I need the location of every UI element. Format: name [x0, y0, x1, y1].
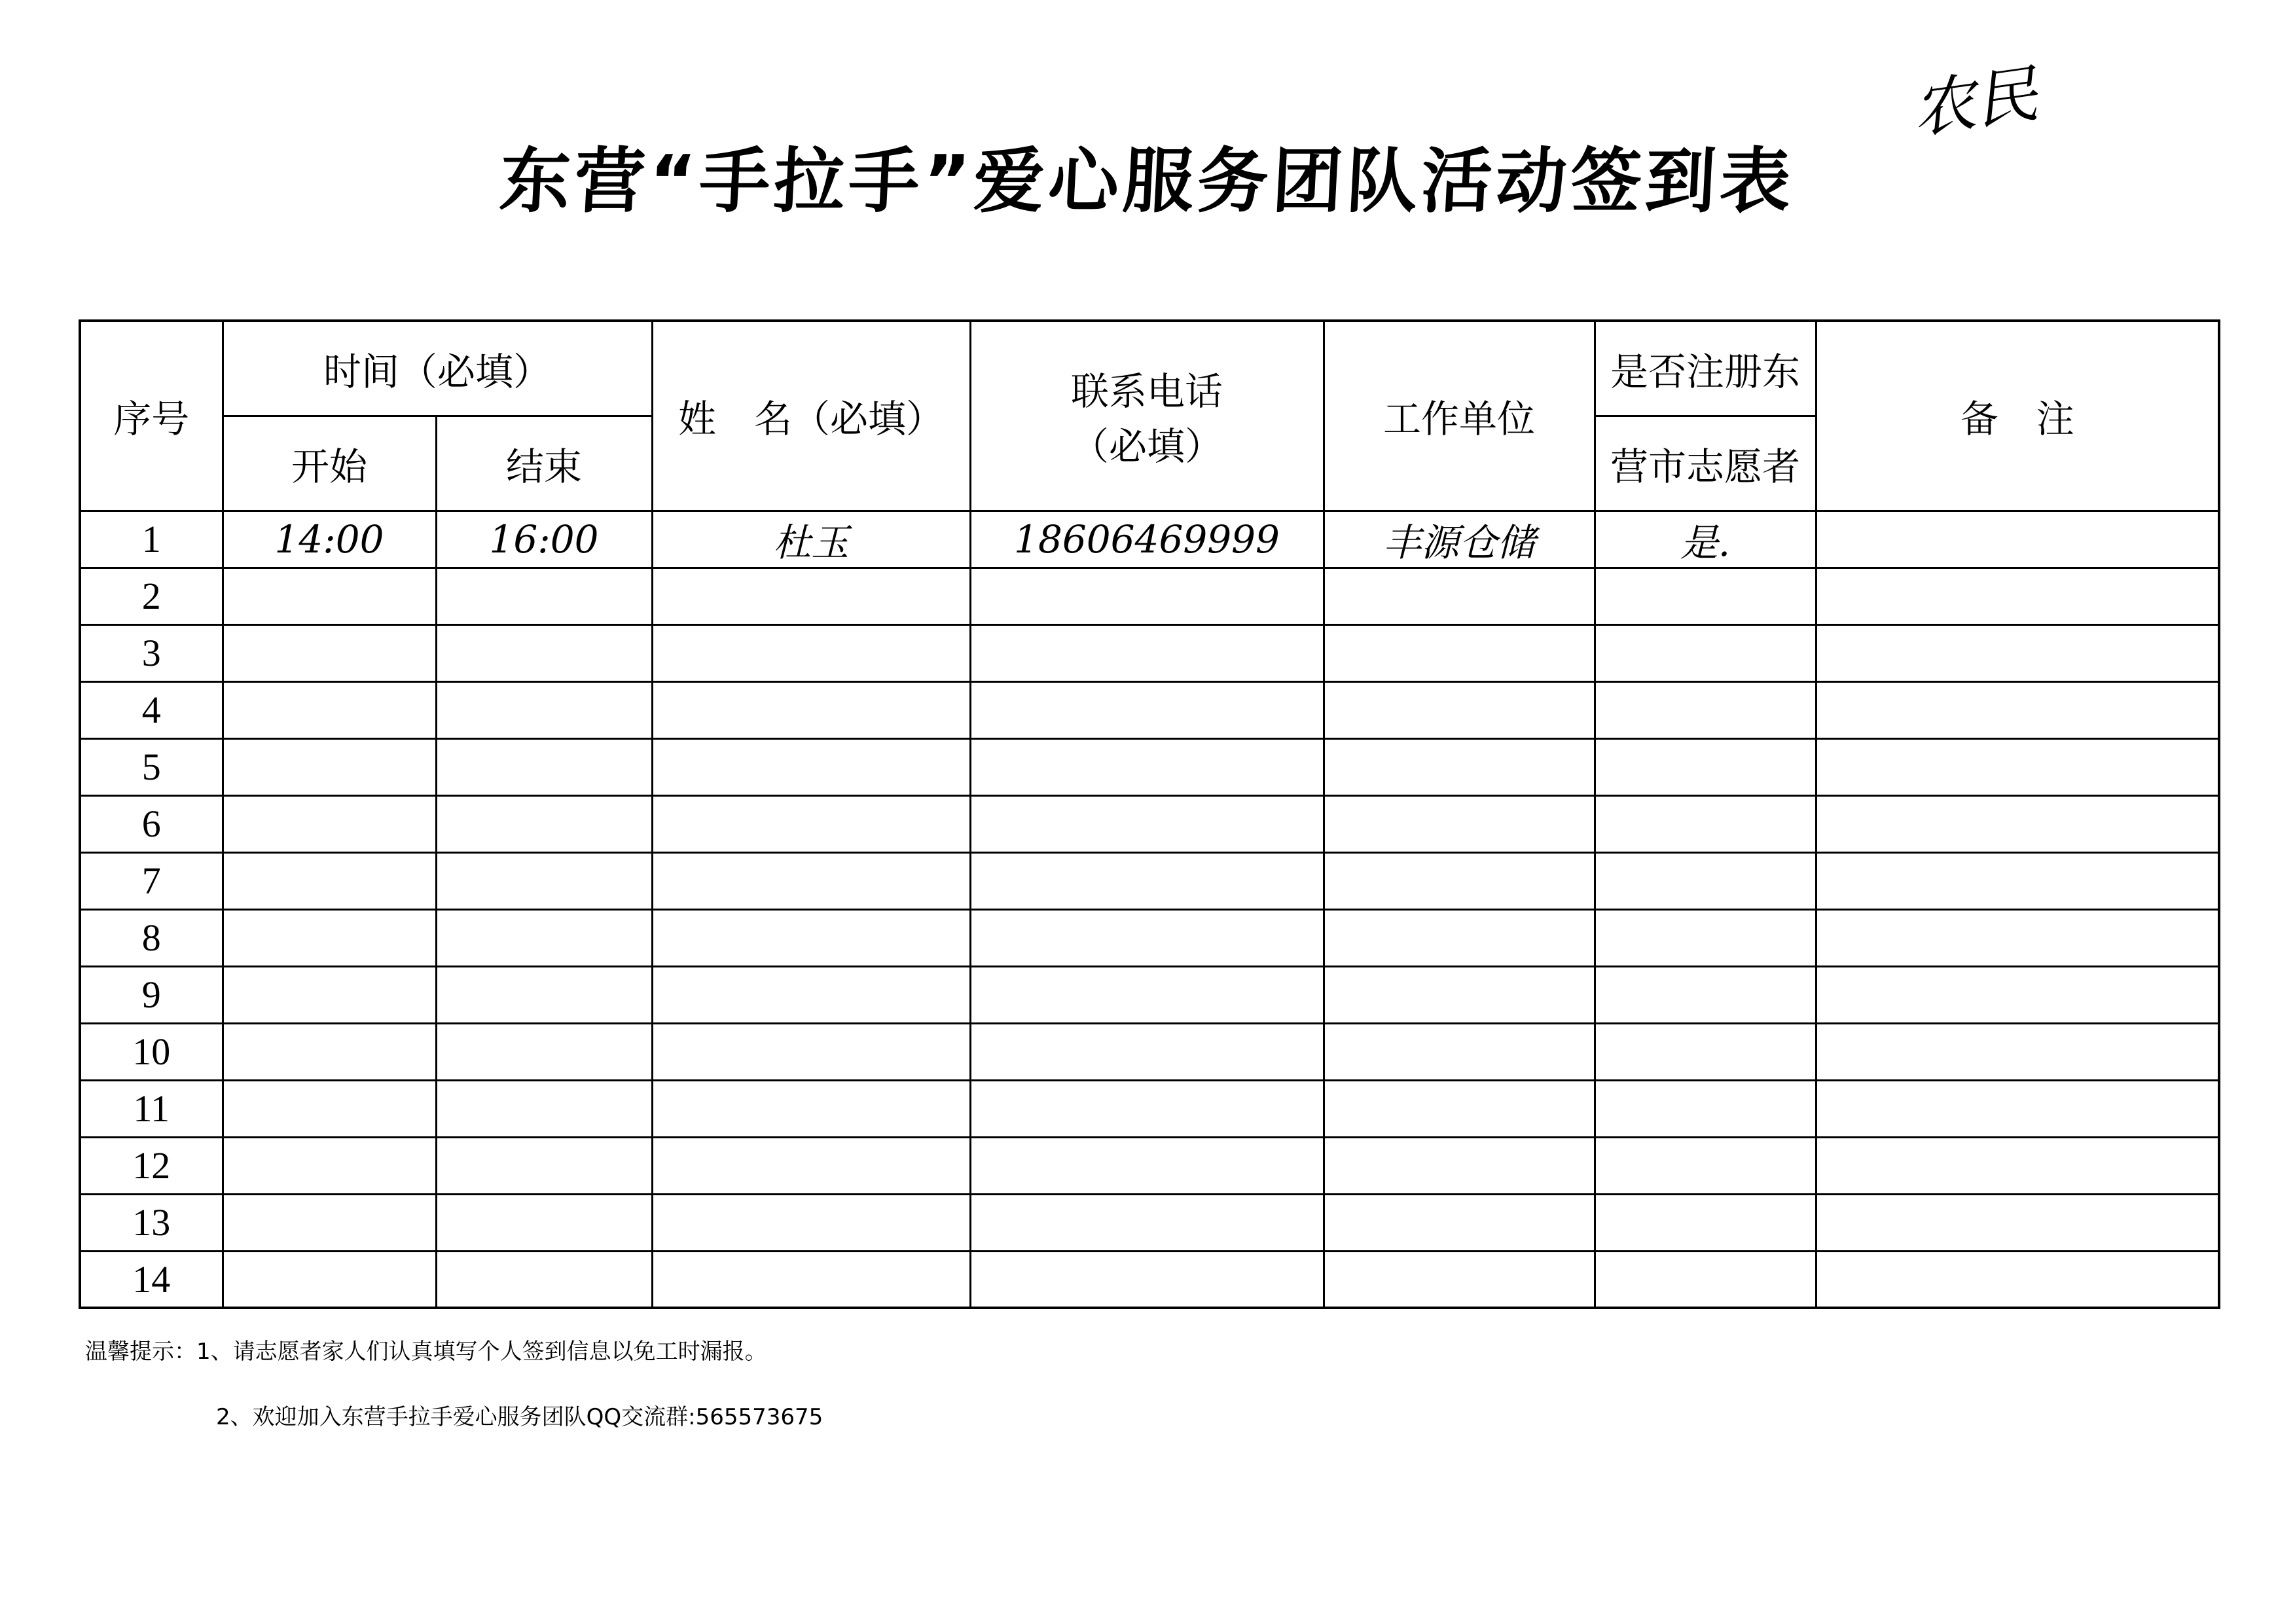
cell-end[interactable] [436, 681, 652, 738]
header-name: 姓 名（必填） [652, 321, 970, 511]
page-title: 东营“手拉手”爱心服务团队活动签到表 [497, 141, 1797, 223]
cell-seq[interactable]: 13 [80, 1194, 223, 1251]
note-item-2: 2、欢迎加入东营手拉手爱心服务团队QQ交流群:565573675 [216, 1404, 823, 1430]
cell-remark[interactable] [1816, 681, 2219, 738]
handwritten-corner-note: 农民 [1907, 57, 2042, 147]
cell-name[interactable] [652, 681, 970, 738]
cell-end[interactable] [436, 852, 652, 909]
cell-unit[interactable]: 丰源仓储 [1324, 511, 1595, 568]
cell-name[interactable] [652, 1080, 970, 1137]
cell-name[interactable]: 杜玉 [652, 511, 970, 568]
cell-phone[interactable] [970, 1251, 1324, 1308]
header-registered-line1: 是否注册东 [1595, 321, 1816, 416]
cell-name[interactable] [652, 852, 970, 909]
cell-end[interactable] [436, 738, 652, 795]
table-row [80, 511, 2219, 568]
cell-start[interactable] [223, 738, 436, 795]
table-row [80, 1251, 2219, 1308]
cell-unit[interactable] [1324, 1251, 1595, 1308]
cell-phone[interactable]: 18606469999 [970, 511, 1324, 568]
cell-unit[interactable] [1324, 1137, 1595, 1194]
header-phone-line2: （必填） [1071, 424, 1223, 469]
cell-remark[interactable] [1816, 1194, 2219, 1251]
cell-seq[interactable]: 14 [80, 1251, 223, 1308]
cell-name[interactable] [652, 1137, 970, 1194]
cell-unit[interactable] [1324, 852, 1595, 909]
cell-end[interactable] [436, 1080, 652, 1137]
cell-end[interactable] [436, 568, 652, 624]
cell-registered[interactable] [1595, 1080, 1816, 1137]
cell-registered[interactable] [1595, 795, 1816, 852]
sign-in-table [79, 319, 2220, 1309]
table-row [80, 1023, 2219, 1080]
cell-name[interactable] [652, 795, 970, 852]
cell-end[interactable] [436, 966, 652, 1023]
cell-name[interactable] [652, 568, 970, 624]
cell-start[interactable] [223, 568, 436, 624]
cell-unit[interactable] [1324, 795, 1595, 852]
cell-name[interactable] [652, 1023, 970, 1080]
cell-unit[interactable] [1324, 681, 1595, 738]
cell-registered[interactable] [1595, 1251, 1816, 1308]
table-row [80, 852, 2219, 909]
table-row [80, 1137, 2219, 1194]
notes-label: 温馨提示： [85, 1339, 196, 1365]
header-time: 时间（必填） [223, 321, 652, 416]
table-row [80, 681, 2219, 738]
cell-start[interactable] [223, 966, 436, 1023]
cell-unit[interactable] [1324, 1194, 1595, 1251]
cell-remark[interactable] [1816, 568, 2219, 624]
header-phone [970, 321, 1324, 511]
cell-unit[interactable] [1324, 966, 1595, 1023]
cell-remark[interactable] [1816, 738, 2219, 795]
cell-start[interactable] [223, 1251, 436, 1308]
cell-name[interactable] [652, 738, 970, 795]
cell-remark[interactable] [1816, 1080, 2219, 1137]
table-row [80, 738, 2219, 795]
cell-end[interactable] [436, 1251, 652, 1308]
cell-unit[interactable] [1324, 738, 1595, 795]
cell-registered[interactable] [1595, 1194, 1816, 1251]
cell-seq[interactable]: 6 [80, 795, 223, 852]
cell-start[interactable] [223, 1137, 436, 1194]
cell-phone[interactable] [970, 852, 1324, 909]
cell-seq[interactable]: 1 [80, 511, 223, 568]
cell-remark[interactable] [1816, 909, 2219, 966]
cell-remark[interactable] [1816, 795, 2219, 852]
cell-start[interactable] [223, 1194, 436, 1251]
cell-seq[interactable]: 9 [80, 966, 223, 1023]
cell-phone[interactable] [970, 681, 1324, 738]
cell-end[interactable] [436, 1023, 652, 1080]
cell-registered[interactable] [1595, 909, 1816, 966]
cell-phone[interactable] [970, 1080, 1324, 1137]
cell-seq[interactable]: 8 [80, 909, 223, 966]
note-item-1: 1、请志愿者家人们认真填写个人签到信息以免工时漏报。 [196, 1339, 767, 1365]
cell-phone[interactable] [970, 966, 1324, 1023]
cell-seq[interactable]: 10 [80, 1023, 223, 1080]
cell-remark[interactable] [1816, 1251, 2219, 1308]
cell-remark[interactable] [1816, 852, 2219, 909]
cell-end[interactable] [436, 1194, 652, 1251]
cell-registered[interactable] [1595, 1137, 1816, 1194]
cell-phone[interactable] [970, 738, 1324, 795]
cell-unit[interactable] [1324, 1080, 1595, 1137]
cell-name[interactable] [652, 624, 970, 681]
cell-registered[interactable] [1595, 738, 1816, 795]
cell-seq[interactable]: 2 [80, 568, 223, 624]
notes [85, 1335, 823, 1434]
cell-registered[interactable] [1595, 568, 1816, 624]
table-row [80, 909, 2219, 966]
table-row [80, 795, 2219, 852]
header-seq: 序号 [80, 321, 223, 511]
cell-start[interactable] [223, 1080, 436, 1137]
cell-remark[interactable] [1816, 624, 2219, 681]
cell-start[interactable] [223, 681, 436, 738]
table-row [80, 1194, 2219, 1251]
cell-registered[interactable] [1595, 624, 1816, 681]
cell-end[interactable] [436, 795, 652, 852]
cell-registered[interactable] [1595, 852, 1816, 909]
cell-unit[interactable] [1324, 1023, 1595, 1080]
cell-seq[interactable]: 4 [80, 681, 223, 738]
cell-start[interactable]: 14:00 [223, 511, 436, 568]
cell-name[interactable] [652, 909, 970, 966]
cell-registered[interactable] [1595, 1023, 1816, 1080]
header-phone-line1: 联系电话 [1071, 369, 1223, 414]
cell-unit[interactable] [1324, 624, 1595, 681]
cell-start[interactable] [223, 1023, 436, 1080]
cell-name[interactable] [652, 1194, 970, 1251]
table-row [80, 568, 2219, 624]
header-start: 开始 [223, 416, 436, 511]
cell-name[interactable] [652, 966, 970, 1023]
cell-registered[interactable]: 是. [1595, 511, 1816, 568]
cell-remark[interactable] [1816, 1137, 2219, 1194]
cell-phone[interactable] [970, 795, 1324, 852]
table-row [80, 1080, 2219, 1137]
cell-phone[interactable] [970, 1023, 1324, 1080]
header-end: 结束 [436, 416, 652, 511]
cell-remark[interactable] [1816, 511, 2219, 568]
cell-unit[interactable] [1324, 568, 1595, 624]
header-unit: 工作单位 [1324, 321, 1595, 511]
cell-phone[interactable] [970, 1194, 1324, 1251]
table-row [80, 624, 2219, 681]
cell-end[interactable] [436, 909, 652, 966]
cell-start[interactable] [223, 795, 436, 852]
cell-unit[interactable] [1324, 909, 1595, 966]
header-registered-line2: 营市志愿者 [1595, 416, 1816, 511]
cell-start[interactable] [223, 852, 436, 909]
cell-seq[interactable]: 3 [80, 624, 223, 681]
cell-seq[interactable]: 11 [80, 1080, 223, 1137]
cell-start[interactable] [223, 624, 436, 681]
cell-seq[interactable]: 7 [80, 852, 223, 909]
cell-seq[interactable]: 5 [80, 738, 223, 795]
cell-phone[interactable] [970, 568, 1324, 624]
cell-phone[interactable] [970, 1137, 1324, 1194]
table-row [80, 966, 2219, 1023]
cell-phone[interactable] [970, 624, 1324, 681]
header-remark: 备 注 [1816, 321, 2219, 511]
cell-phone[interactable] [970, 909, 1324, 966]
cell-end[interactable] [436, 624, 652, 681]
cell-end[interactable] [436, 1137, 652, 1194]
cell-registered[interactable] [1595, 681, 1816, 738]
cell-name[interactable] [652, 1251, 970, 1308]
cell-remark[interactable] [1816, 1023, 2219, 1080]
cell-registered[interactable] [1595, 966, 1816, 1023]
cell-seq[interactable]: 12 [80, 1137, 223, 1194]
cell-start[interactable] [223, 909, 436, 966]
cell-remark[interactable] [1816, 966, 2219, 1023]
cell-end[interactable]: 16:00 [436, 511, 652, 568]
